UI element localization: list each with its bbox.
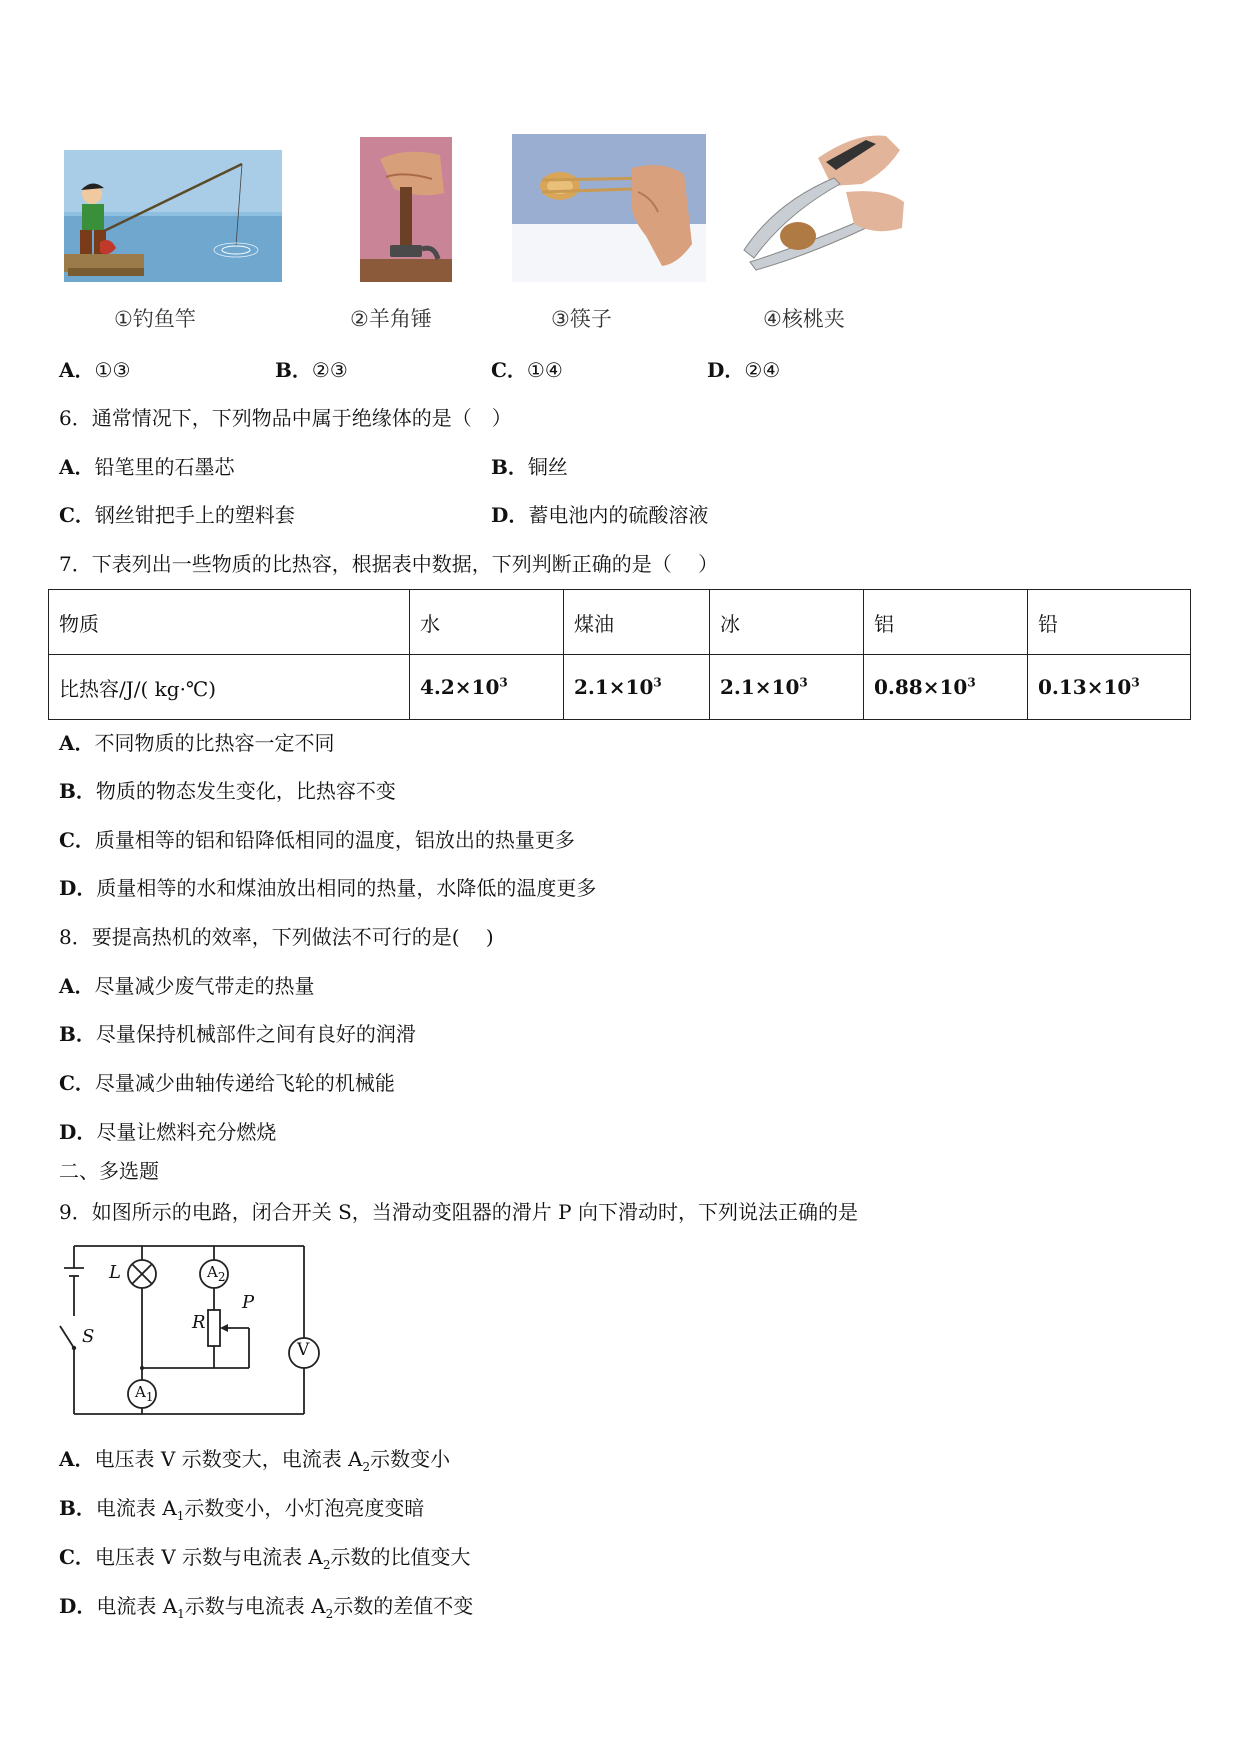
table-cell: $0.13\times 10^3$ [1028,655,1191,720]
table-row [49,590,1191,655]
table-header-cell: 水 [410,590,564,655]
q7-option-b[interactable]: B．物质的物态发生变化，比热容不变 [59,779,396,803]
q6-option-a[interactable]: A．铅笔里的石墨芯 [59,455,235,479]
circuit-diagram [54,1238,326,1424]
q5-option-b[interactable]: B．②③ [275,358,348,382]
q7-option-a[interactable]: A．不同物质的比热容一定不同 [59,731,335,755]
specific-heat-table [48,589,1191,720]
table-header-cell: 冰 [710,590,864,655]
q6-option-c[interactable]: C．钢丝钳把手上的塑料套 [59,503,295,527]
q7-option-d[interactable]: D．质量相等的水和煤油放出相同的热量，水降低的温度更多 [59,876,597,900]
q5-option-a[interactable]: A．①③ [59,358,131,382]
table-cell: $2.1\times 10^3$ [564,655,710,720]
nutcracker-image [736,132,908,282]
fishing-rod-image [64,150,282,282]
q5-option-c[interactable]: C．①④ [491,358,563,382]
q8-option-d[interactable]: D．尽量让燃料充分燃烧 [59,1120,277,1144]
table-cell: 比热容/J/( kg·℃) [49,655,410,720]
claw-hammer-image [360,137,452,282]
caption-fishing-rod: ①钓鱼竿 [114,307,196,331]
caption-nutcracker: ④核桃夹 [763,307,845,331]
caption-claw-hammer: ②羊角锤 [350,307,432,331]
q7-stem: 7．下表列出一些物质的比热容，根据表中数据，下列判断正确的是（ ） [59,552,719,576]
q8-stem: 8．要提高热机的效率，下列做法不可行的是( ) [59,925,494,949]
q6-option-d[interactable]: D．蓄电池内的硫酸溶液 [491,503,709,527]
ammeter-a2-label: $A_2$ [207,1263,226,1284]
table-cell: $4.2\times 10^3$ [410,655,564,720]
circuit-label-slider: P [242,1292,255,1313]
table-cell: $2.1\times 10^3$ [710,655,864,720]
q9-option-b[interactable]: B．电流表 $A_1$示数变小，小灯泡亮度变暗 [59,1496,425,1523]
q5-option-d[interactable]: D．②④ [707,358,781,382]
q9-stem: 9．如图所示的电路，闭合开关 S，当滑动变阻器的滑片 P 向下滑动时，下列说法正确的是 [59,1200,858,1224]
chopsticks-image [512,134,706,282]
table-header-cell: 铅 [1028,590,1191,655]
q8-option-c[interactable]: C．尽量减少曲轴传递给飞轮的机械能 [59,1071,395,1095]
q6-stem: 6．通常情况下，下列物品中属于绝缘体的是（ ） [59,406,512,430]
circuit-label-switch: S [82,1326,95,1347]
q7-option-c[interactable]: C．质量相等的铝和铅降低相同的温度，铝放出的热量更多 [59,828,575,852]
table-header-cell: 铝 [864,590,1028,655]
q8-option-b[interactable]: B．尽量保持机械部件之间有良好的润滑 [59,1022,416,1046]
caption-chopsticks: ③筷子 [551,307,612,331]
voltmeter-label: V [297,1340,310,1360]
table-header-cell: 物质 [49,590,410,655]
section-title: 二、多选题 [59,1159,159,1183]
q9-option-c[interactable]: C．电压表 V 示数与电流表 $A_2$示数的比值变大 [59,1545,471,1572]
table-row [49,655,1191,720]
q8-option-a[interactable]: A．尽量减少废气带走的热量 [59,974,315,998]
table-cell: $0.88\times 10^3$ [864,655,1028,720]
circuit-label-lamp: L [109,1262,121,1283]
q6-option-b[interactable]: B．铜丝 [491,455,568,479]
q9-option-d[interactable]: D．电流表 $A_1$示数与电流表 $A_2$示数的差值不变 [59,1594,474,1621]
q9-option-a[interactable]: A．电压表 V 示数变大，电流表 $A_2$示数变小 [59,1447,451,1474]
circuit-label-resistor: R [192,1312,206,1333]
table-header-cell: 煤油 [564,590,710,655]
ammeter-a1-label: $A_1$ [135,1383,154,1404]
